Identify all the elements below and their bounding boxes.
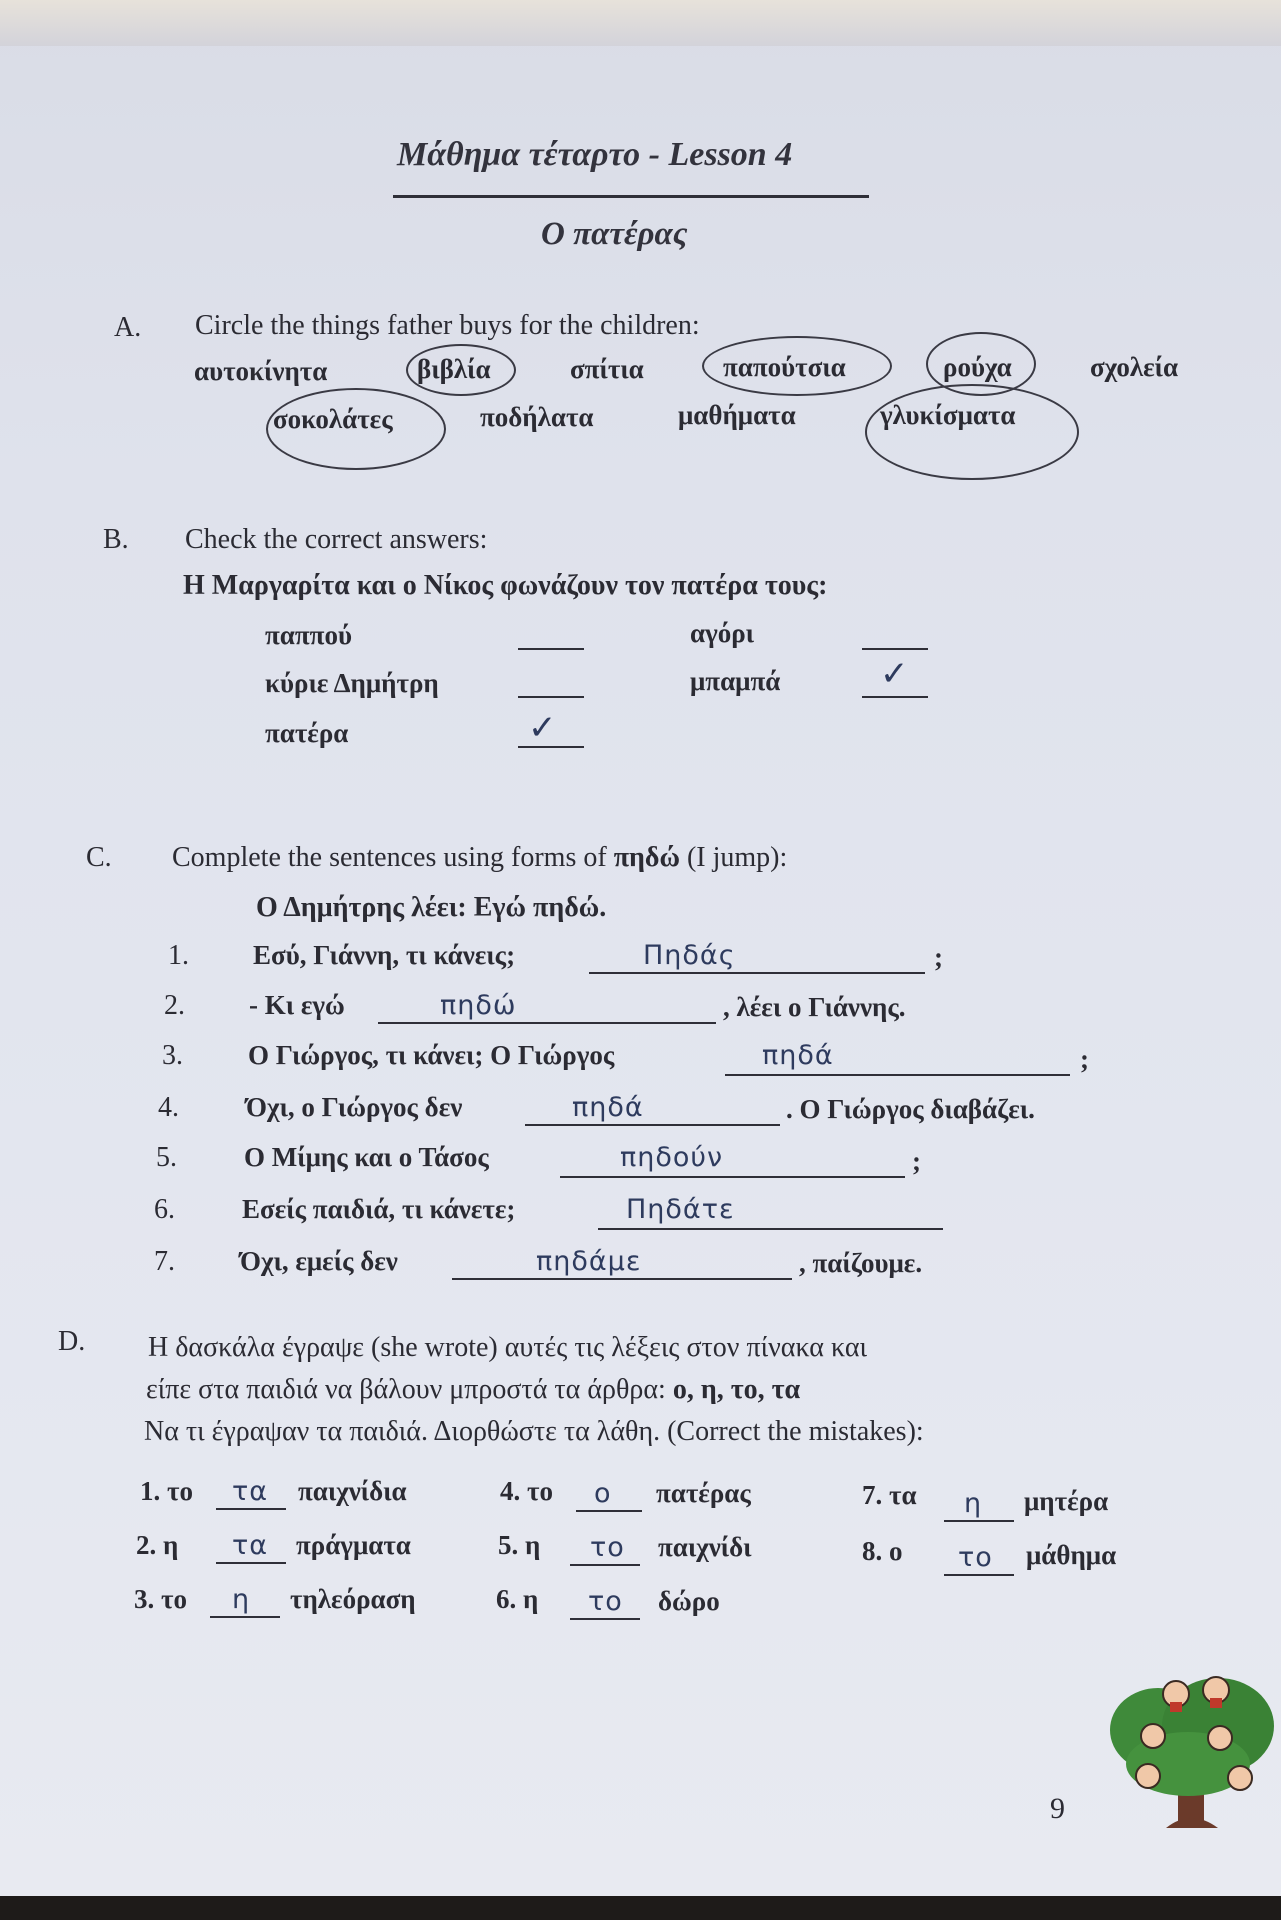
page-number: 9 (1050, 1792, 1065, 1825)
word-option[interactable]: σπίτια (570, 354, 644, 384)
handwritten-article: το (588, 1586, 623, 1617)
item-word: δώρο (658, 1586, 720, 1616)
lesson-subtitle: Ο πατέρας (541, 216, 688, 252)
check-blank[interactable] (862, 696, 928, 698)
check-mark: ✓ (528, 708, 557, 748)
article-blank[interactable] (216, 1562, 286, 1564)
item-prefix: 8. ο (862, 1536, 903, 1566)
hand-circle (266, 388, 446, 470)
sentence-end: , παίζουμε. (799, 1248, 923, 1278)
item-word: τηλεόραση (290, 1584, 416, 1614)
item-word: παιχνίδια (298, 1476, 407, 1506)
section-d-line3: Να τι έγραψαν τα παιδιά. Διορθώστε τα λάθη. (Correct the mistakes): (144, 1416, 924, 1447)
section-b-question: Η Μαργαρίτα και ο Νίκος φωνάζουν τον πατέρα τους: (183, 570, 828, 601)
item-word: παιχνίδι (658, 1532, 752, 1562)
handwritten-answer: πηδώ (440, 990, 517, 1021)
sentence-text: Εσύ, Γιάννη, τι κάνεις; (253, 940, 516, 970)
option-label: παππού (265, 620, 352, 650)
article-blank[interactable] (570, 1618, 640, 1620)
handwritten-answer: Πηδάς (643, 940, 736, 971)
word-option[interactable]: βιβλία (417, 354, 491, 384)
option-label: πατέρα (265, 718, 349, 748)
section-c-instruction (172, 842, 787, 874)
hand-circle (406, 344, 516, 396)
word-option[interactable]: αυτοκίνητα (194, 356, 328, 386)
line2-text: είπε στα παιδιά να βάλουν μπροστά τα άρθρα: (146, 1374, 666, 1405)
section-d-line1: Η δασκάλα έγραψε (she wrote) αυτές τις λέξεις στον πίνακα και (148, 1332, 868, 1363)
article-blank[interactable] (210, 1616, 280, 1618)
answer-blank[interactable] (598, 1228, 943, 1230)
handwritten-article: ο (594, 1478, 612, 1509)
check-blank[interactable] (518, 648, 584, 650)
sentence-text: Ο Μίμης και ο Τάσος (244, 1142, 489, 1172)
word-option[interactable]: ποδήλατα (480, 402, 594, 432)
sentence-text: Ο Γιώργος, τι κάνει; Ο Γιώργος (248, 1040, 615, 1070)
section-d-line2 (146, 1374, 800, 1406)
section-c-letter: C. (86, 842, 112, 873)
answer-blank[interactable] (452, 1278, 792, 1280)
section-c-example: Ο Δημήτρης λέει: Εγώ πηδώ. (256, 892, 607, 923)
sentence-text: - Κι εγώ (249, 990, 345, 1020)
article-blank[interactable] (570, 1564, 640, 1566)
item-prefix: 3. το (134, 1584, 187, 1614)
section-a-instruction: Circle the things father buys for the children: (195, 310, 700, 341)
instruction-verb: πηδώ (613, 842, 680, 873)
sentence-text: Όχι, ο Γιώργος δεν (246, 1092, 463, 1122)
handwritten-answer: Πηδάτε (626, 1194, 735, 1225)
item-prefix: 5. η (498, 1530, 541, 1560)
section-a-letter: A. (114, 312, 142, 343)
sentence-text: Εσείς παιδιά, τι κάνετε; (242, 1194, 516, 1224)
item-number: 1. (168, 940, 189, 971)
instruction-text: Complete the sentences using forms of (172, 842, 607, 873)
handwritten-answer: πηδάμε (536, 1246, 642, 1277)
item-number: 7. (154, 1246, 175, 1277)
articles-list: ο, η, το, τα (672, 1374, 801, 1405)
check-blank[interactable] (862, 648, 928, 650)
article-blank[interactable] (216, 1508, 286, 1510)
option-label: κύριε Δημήτρη (265, 668, 439, 698)
page-top-edge (0, 0, 1281, 46)
article-blank[interactable] (944, 1520, 1014, 1522)
sentence-end: ; (934, 942, 943, 972)
word-option[interactable]: γλυκίσματα (880, 400, 1016, 430)
check-mark: ✓ (880, 654, 909, 694)
check-blank[interactable] (518, 696, 584, 698)
section-d-letter: D. (58, 1326, 86, 1357)
instruction-gloss: (I jump): (686, 842, 788, 873)
sentence-end: ; (1080, 1044, 1089, 1074)
item-word: πράγματα (296, 1530, 411, 1560)
item-prefix: 7. τα (862, 1480, 917, 1510)
handwritten-answer: πηδά (762, 1040, 834, 1071)
handwritten-article: το (590, 1532, 625, 1563)
item-prefix: 1. το (140, 1476, 193, 1506)
handwritten-article: το (958, 1542, 993, 1573)
hand-circle (702, 336, 892, 396)
handwritten-article: τα (232, 1530, 269, 1561)
item-prefix: 2. η (136, 1530, 179, 1560)
sentence-end: , λέει ο Γιάννης. (723, 992, 906, 1022)
page-bottom-edge (0, 1896, 1281, 1920)
section-b-letter: B. (103, 524, 129, 555)
family-tree-illustration (1108, 1668, 1281, 1838)
item-number: 6. (154, 1194, 175, 1225)
hand-circle (865, 384, 1079, 480)
word-option[interactable]: παπούτσια (723, 352, 846, 382)
article-blank[interactable] (576, 1510, 642, 1512)
article-blank[interactable] (944, 1574, 1014, 1576)
item-word: πατέρας (656, 1478, 751, 1508)
item-number: 2. (164, 990, 185, 1021)
answer-blank[interactable] (560, 1176, 905, 1178)
option-label: αγόρι (690, 618, 755, 648)
item-number: 5. (156, 1142, 177, 1173)
section-b-instruction: Check the correct answers: (185, 524, 488, 555)
item-number: 3. (162, 1040, 183, 1071)
item-prefix: 6. η (496, 1584, 539, 1614)
answer-blank[interactable] (378, 1022, 716, 1024)
word-option[interactable]: μαθήματα (678, 400, 796, 430)
answer-blank[interactable] (525, 1124, 780, 1126)
item-number: 4. (158, 1092, 179, 1123)
item-prefix: 4. το (500, 1476, 553, 1506)
word-option[interactable]: σχολεία (1090, 352, 1179, 382)
handwritten-article: η (964, 1488, 983, 1519)
answer-blank[interactable] (589, 972, 925, 974)
item-word: μάθημα (1026, 1540, 1117, 1570)
word-option[interactable]: σοκολάτες (273, 404, 393, 434)
sentence-text: Όχι, εμείς δεν (240, 1246, 398, 1276)
handwritten-article: τα (232, 1476, 269, 1507)
sentence-end: ; (912, 1146, 921, 1176)
word-option[interactable]: ρούχα (943, 352, 1012, 382)
item-word: μητέρα (1024, 1486, 1109, 1516)
handwritten-answer: πηδά (572, 1092, 644, 1123)
handwritten-answer: πηδούν (620, 1142, 724, 1173)
option-label: μπαμπά (690, 666, 781, 696)
handwritten-article: η (232, 1584, 251, 1615)
answer-blank[interactable] (725, 1074, 1070, 1076)
sentence-end: . Ο Γιώργος διαβάζει. (786, 1094, 1035, 1124)
lesson-title: Μάθημα τέταρτο - Lesson 4 (397, 136, 793, 173)
title-underline (393, 195, 869, 198)
